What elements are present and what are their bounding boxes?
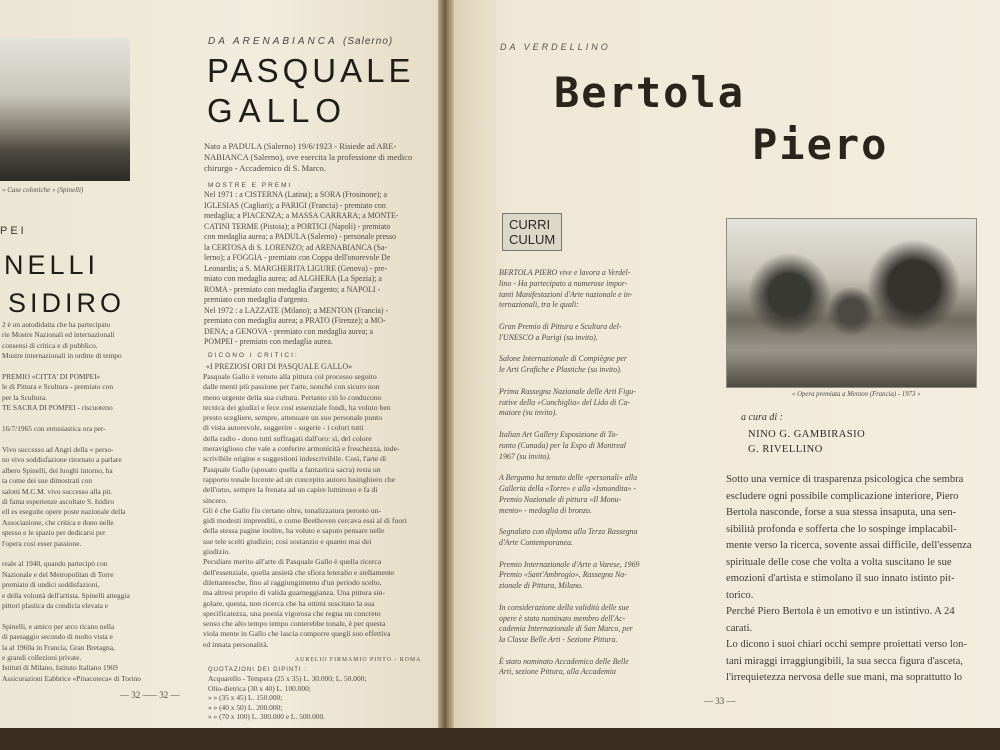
text-line: con medaglia aurea; a PADULA (Salerno) - personale presso (204, 232, 397, 241)
text-line: È stato nominato Accademico delle Belle (499, 656, 629, 666)
text-line: l'opera cosi esser passione. (2, 538, 82, 548)
gallo-origin-town: DA ARENABIANCA (208, 36, 338, 47)
table-surface (0, 728, 1000, 750)
text-line: le Arti Grafiche e Plastiche (su invito). (499, 365, 622, 375)
text-line: Italian Art Gallery Esposizione di To- (499, 429, 619, 439)
gallo-mostre-heading: MOSTRE E PREMI (208, 182, 293, 189)
text-line: ma altresi proprio di valida guarneggianza. Una pittura sin- (203, 588, 386, 598)
text-line: Leonardis; a S. MARGHERITA LIGURE (Genova) - pre- (204, 263, 388, 273)
text-line: Istituti di Milano, Istituto Italiano 1969 (2, 663, 118, 673)
text-line: Associazione, che critica e dono nelle (2, 517, 114, 527)
text-line: golare, questa, non ricerca che ha ottimi suscitato la sua (203, 598, 375, 608)
text-line: viola mente in Gallo che lascia comporre quegli suo effettiva (203, 629, 391, 639)
text-line (499, 311, 699, 322)
price-line: » » (40 x 50) L. 200.000; (208, 702, 283, 712)
text-line: Salone Internazionale di Compiègne per (499, 354, 627, 364)
text-line: no vivo soddisfazione ritornato a parlare (2, 455, 122, 465)
text-line: Peculiare merito all'arte di Pasquale Gallo è quella ricerca (203, 557, 382, 567)
text-line: premiato di undici soddisfazioni, (2, 580, 100, 590)
text-line: chirurgo - Accademico di S. Marco. (204, 163, 326, 174)
text-line: PREMIO «CITTA' DI POMPEI» (2, 372, 101, 382)
text-line: 16/7/1965 con entusiastica ora per- (2, 424, 106, 434)
text-line: dell'essenziale, quella ansietà che sfiora leteralio e stellamente (203, 567, 395, 577)
text-line: ternazionali, tra le quali: (499, 300, 579, 310)
price-line: Olio-dietrica (30 x 40) L. 100.000; (208, 683, 311, 693)
curriculum-label-line1: CURRI (509, 217, 551, 232)
text-line: salotti M.C.M. vivo successo alla pit. (2, 486, 113, 496)
bertola-article (726, 472, 978, 687)
text-line: ed innata personalità. (203, 639, 269, 649)
text-line: cademia Internazionale di San Marco, per (499, 624, 633, 634)
spinelli-photo-caption: « Case coloniche » (Spinelli) (2, 186, 84, 194)
right-page (454, 0, 1000, 728)
curriculum-label-line2: CULUM (509, 232, 556, 247)
curators-label: a cura di : (741, 412, 783, 423)
text-line: dalle menti più passione per l'arte, nonché con sicuro non (203, 382, 380, 392)
bertola-first-name: Piero (752, 120, 889, 169)
text-line: meraviglioso che vale a conferire armonicità e freschezza, inde- (203, 444, 400, 454)
text-line: escludere ogni possibile complicazione interiore, Piero (726, 490, 959, 502)
text-line: specificatezza, una poesia vigorosa che regna un concreto (203, 608, 381, 618)
gallo-quote-signature: AURELIO FIRMAMIO PINTO - ROMA (295, 657, 422, 663)
bertola-last-name: Bertola (554, 68, 746, 117)
gallo-critics-heading: DICONO I CRITICI: (208, 352, 299, 359)
text-line: sue tele scelti giudizio; cosi sostanzio e quanto mai dei (203, 536, 372, 546)
text-line (499, 462, 699, 473)
text-line: sibilità profonda e sofferta che lo sospinge implacabil- (726, 523, 957, 535)
text-line (2, 362, 134, 372)
text-line: e della volontà dell'artista. Spinelli atteggia (2, 590, 130, 600)
spinelli-photo (0, 38, 130, 181)
text-line: tecnica dei giudizi e fece così essenziale fondi, ha voluto ben (203, 402, 391, 412)
spinelli-biography (2, 320, 141, 684)
menton-painting-photo (726, 218, 977, 388)
gallo-origin (208, 36, 393, 47)
text-line: opere è stato nominato membro dell'Ac- (499, 613, 626, 623)
text-line: Sotto una vernice di trasparenza psicologica che sembra (726, 474, 964, 485)
text-line: Pasquale Gallo è venuto alla pittura col processo seguito (203, 372, 377, 381)
text-line: Spinelli, e amico per arco ricano nella (2, 621, 115, 631)
gallo-prices (208, 674, 428, 722)
text-line: dilettantesche, fino al raggiungimento d'un periodo scelto, (203, 577, 382, 587)
text-line: ell es eseguite opere poste nazionale della (2, 507, 126, 517)
text-line: Pasquale Gallo (sposato quella a fantastica sacra) resta un (203, 464, 381, 474)
text-line: Nazionale e del Metropolitan di Torre (2, 569, 114, 579)
curator-name: NINO G. GAMBIRASIO (748, 429, 866, 440)
text-line: Arti, sezione Pittura, alla Accademia (499, 667, 616, 677)
text-line (499, 419, 699, 430)
gallo-page-number: — 32 — (148, 690, 180, 700)
text-line: Perché Piero Bertola è un emotivo e un istintivo. A 24 (726, 606, 955, 617)
gallo-prices-heading: QUOTAZIONI DEI DIPINTI : (208, 667, 307, 673)
spinelli-given-name: SIDIRO (8, 288, 126, 318)
price-line: » » (35 x 45) L. 150.000; (208, 693, 283, 703)
text-line: la Classe Belle Arti - Sezione Pittura. (499, 635, 618, 645)
text-line: l'irrequietezza nervosa delle sue mani, ma soprattutto lo (726, 672, 963, 683)
gallo-exhibitions (204, 190, 428, 348)
gallo-intro (204, 141, 426, 175)
text-line: In considerazione della validità delle sue (499, 602, 629, 612)
text-line: pittori plastica da condicia elevata e (2, 600, 109, 610)
text-line: 2 è un autodidatta che ha partecipato (2, 320, 111, 329)
text-line: Vivo successo ad Angri della « perso- (2, 444, 114, 454)
text-line: la CERTOSA di S. LORENZO; ad ARENABIANCA (Sa- (204, 242, 388, 252)
text-line: lerno); a FOGGIA - premiato con Coppa dell'onorevole De (204, 253, 391, 262)
text-line: consensi di critica e di pubblico. (2, 340, 98, 350)
text-line: sincero. (203, 495, 228, 505)
text-line: reale al 1940, quando partecipò con (2, 559, 108, 569)
text-line: TE SACRA DI POMPEI - riscuoteno (2, 403, 113, 413)
text-line: per la Scultura. (2, 392, 47, 402)
curriculum-box (502, 213, 562, 251)
text-line: e grandi collezioni private. (2, 653, 82, 662)
text-line: ta come dei sue dimostrati con (2, 476, 93, 486)
text-line: tani miraggi irraggiungibili, la sua secca figura d'asceta, (726, 655, 963, 667)
curators-list (748, 427, 865, 457)
text-line: miato con medaglia aurea; ad ALGHERA (La Spezia); a (204, 274, 382, 283)
text-line (499, 646, 699, 657)
text-line: Nato a PADULA (Salerno) 19/6/1923 - Risiede ad ARE- (204, 141, 397, 151)
text-line: Mostre internazionali in ordine di tempo (2, 351, 122, 361)
text-line (499, 592, 699, 603)
text-line: Gran Premio di Pittura e Scultura del- (499, 321, 622, 331)
bertola-origin: DA VERDELLINO (500, 42, 611, 52)
text-line: gidi modesti imprenditi, e come Beethoven cercava essi al di fuori (203, 516, 407, 526)
text-line (499, 376, 699, 387)
text-line: d'Arte Contemporanea. (499, 537, 574, 547)
gallo-quote-title: «I PREZIOSI ORI DI PASQUALE GALLO» (206, 362, 353, 371)
text-line: l'UNESCO a Parigi (su invito). (499, 332, 598, 342)
text-line: medaglia; a PIACENZA; a MASSA CARRARA; a MONTE- (204, 211, 399, 220)
text-line: spesso e le spazio per dedicarsi per (2, 528, 106, 538)
text-line: Premio Internazionale d'Arte a Varese, 1969 (499, 559, 640, 569)
text-line (2, 611, 134, 621)
menton-photo-caption: « Opera premiata a Menton (Francia) - 1973 » (792, 391, 921, 398)
text-line: la al 1960a in Francia, Gran Bretagna, (2, 642, 115, 652)
text-line: NABIANCA (Salerno), ove esercita la professione di medico (204, 152, 413, 163)
text-line: senso che alto tempo tempo conterebbe tonale, è per questa (203, 619, 386, 629)
gallo-origin-province: (Salerno) (343, 36, 394, 47)
text-line: rative della «Conchiglia» del Lido di Ca- (499, 397, 631, 407)
text-line: Nel 1972 : a LAZZATE (Milano); a MENTON (Francia) - (204, 305, 389, 315)
text-line: Gli è che Gallo fin certano oltre, tonalizzatura perosto un- (203, 505, 382, 515)
text-line: meno urgente della sua cultura. Pertanto ciò lo conducono (203, 392, 382, 402)
curator-name: G. RIVELLINO (748, 444, 823, 455)
text-line: Premio «Sant'Ambrogio», Rassegna Na- (499, 570, 627, 580)
text-line: scrivibile origine e suggestioni indescrivibile. Così, l'arte di (203, 454, 387, 464)
text-line: lino - Ha partecipato a numerose impor- (499, 278, 628, 288)
text-line: presto scegliere, sempre, attenuare un suo personale punto (203, 413, 383, 423)
text-line: emozioni d'artista e stimolano il suo innato istinto pit- (726, 573, 955, 584)
gallo-last-name: GALLO (207, 92, 348, 129)
text-line (2, 414, 134, 424)
spinelli-label-pei: PEI (0, 225, 27, 237)
text-line: Galleria della «Torre» e alla «Ismondita» - (499, 483, 637, 493)
text-line: CATINI TERME (Pistoia); a PORTICI (Napoli) - premiato (204, 221, 391, 231)
left-page (0, 0, 438, 728)
bertola-page-number: — 33 — (704, 696, 736, 706)
left-fragment-page-number: — 32 — (120, 690, 152, 700)
text-line: giudizio. (203, 547, 231, 557)
text-line: della radio - dono tutti suffragati dall'oro: sì, del colore (203, 433, 372, 443)
text-line: mente verso la ricerca, sovente assai difficile, dell'essenza (726, 540, 972, 551)
text-line (499, 549, 699, 560)
text-line: carati. (726, 622, 753, 634)
text-line: Assicurazioni Eabbrice «Pinacoteca» di Torino (2, 673, 141, 683)
text-line: premiato con medaglia aurea; a PRATO (Firenze); a MO- (204, 316, 386, 325)
text-line (499, 344, 699, 355)
text-line: Segnalato con diploma alla Terza Rassegna (499, 527, 638, 537)
text-line: A Bergamo ha tenuto delle «personali» alla (499, 473, 638, 483)
text-line (2, 434, 134, 444)
text-line: rapporto tonale lucente ad un concepito autoro lusinghiero che (203, 474, 396, 484)
text-line: dell'omo, sempre la frenata ad un capire luminoso e fa di (203, 485, 378, 495)
text-line: IGLESIAS (Cagliari); a PARIGI (Francia) - premiato con (204, 200, 386, 210)
spinelli-name: NELLI (4, 250, 100, 280)
text-line: 1967 (su invito). (499, 451, 551, 461)
bertola-curriculum (499, 268, 699, 678)
text-line: Bertola nasconde, forse a sua stessa insaputa, una sen- (726, 507, 957, 518)
text-line (499, 516, 699, 527)
text-line: torico. (726, 589, 754, 601)
text-line: le di Pittura e Scultura - premiato con (2, 382, 114, 392)
text-line (2, 549, 134, 559)
text-line: zionale di Pittura, Milano. (499, 581, 583, 591)
text-line: Premio Nazionale di pittura «Il Monu- (499, 494, 622, 504)
text-line: Lo dicono i suoi chiari occhi sempre proiettati verso lon- (726, 639, 967, 650)
text-line: di vista autorevole, suggerire - sugerie - i colori tutti (203, 423, 364, 433)
text-line: rie Mostre Nazionali ed internazionali (2, 330, 115, 340)
text-line: della stessa pagine inoltre, ha voluto e saputo pensare nelle (203, 526, 385, 536)
text-line: ROMA - premiato con medaglia d'argento; a NAPOLI - (204, 284, 381, 294)
text-line: di fama esperienze ascoltate S. Isidiro (2, 496, 115, 506)
text-line: premiato con medaglia d'argento. (204, 295, 310, 304)
text-line: tanti Manifestazioni d'Arte nazionale e in- (499, 289, 633, 299)
text-line: albero Spinelli, dei luoghi intorno, ha (2, 465, 113, 475)
text-line: mento» - medaglia di bronzo. (499, 505, 592, 515)
text-line: POMPEI - premiato con medaglia aurea. (204, 337, 333, 346)
gallo-first-name: PASQUALE (207, 52, 415, 89)
gallo-critic-quote (203, 372, 429, 650)
text-line: BERTOLA PIERO vive e lavora a Verdel- (499, 268, 631, 277)
price-line: » » (70 x 100) L. 300.000 e L. 500.000. (208, 712, 326, 722)
book-spine (438, 0, 454, 728)
text-line: ronto (Canada) per la Expo di Montreal (499, 440, 626, 450)
text-line: di paesaggio secondo di molto vista e (2, 632, 113, 642)
text-line: maiore (su invito). (499, 408, 558, 418)
text-line: spirituale delle cose che volta a volta suscitano le sue (726, 556, 952, 568)
text-line: DENA; a GENOVA - premiato con medaglia aurea; a (204, 326, 374, 336)
text-line: Prima Rassegna Nazionale delle Arti Figu- (499, 386, 636, 396)
text-line: Nel 1971 : a CISTERNA (Latina); a SORA (Frosinone); a (204, 190, 387, 199)
price-line: Acquarello - Tempera (25 x 35) L. 30.000; L. 50.000; (208, 674, 367, 683)
